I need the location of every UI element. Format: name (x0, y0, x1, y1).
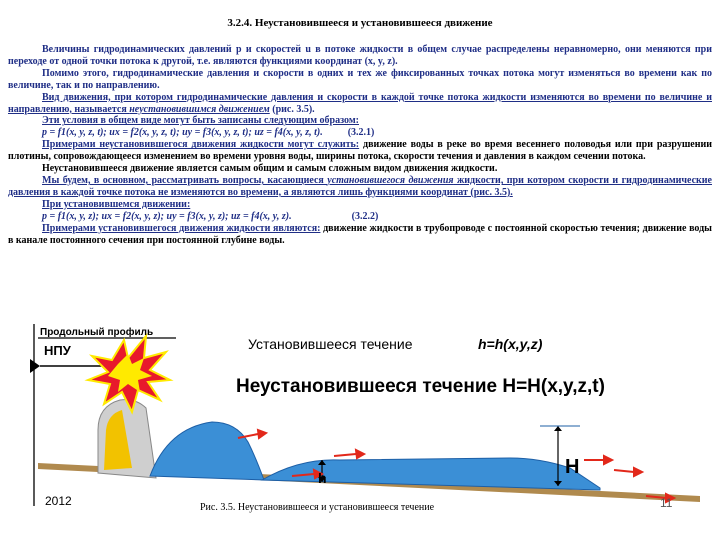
profile-label: Продольный профиль (40, 327, 154, 338)
equation-unsteady-body: p = f1(x, y, z, t); ux = f2(x, y, z, t); uy = f3(x, y, z, t); uz = f4(x, y, z, t). (42, 127, 323, 139)
steady-examples-lead: Примерами установившегося движения жидкости являются: (42, 222, 321, 234)
paragraph-conditions: Эти условия в общем виде могут быть записаны следующим образом: (42, 115, 359, 127)
paragraph-time-variation: Помимо этого, гидродинамические давления и скорости в одних и тех же фиксированных точках потока могут изменяться во времени как по величине, так и по направлению. (8, 67, 712, 91)
paragraph-steady-definition (8, 175, 712, 199)
steady-examples-text: движение жидкости в трубопроводе с постоянной скоростью течения; движение воды в канале постоянного сечения при постоянной глубине воды. (8, 222, 712, 246)
unsteady-examples-text: движение воды в реке во время весеннего половодья или при разрушении плотины, сопровождающееся изменением во времени уровня воды, ширины потока, скорости течения и давления в каждом сечении потока. (8, 139, 712, 163)
flow-arrow-3 (334, 454, 356, 456)
flow-arrow-1-head (258, 430, 266, 438)
steady-term: установившегося движения (327, 174, 454, 186)
flood-wave (150, 422, 264, 480)
depth-H-arrow-up (554, 426, 562, 431)
paragraph-unsteady-examples (8, 139, 712, 163)
paragraph-general-note: Неустановившееся движение является самым общим и самым сложным видом движения жидкости. (42, 163, 498, 175)
page-number: 11 (660, 496, 673, 510)
depth-h-label: h (318, 470, 327, 486)
unsteady-definition-text: Вид движения, при котором гидродинамические давления и скорости в каждой точке потока жидкости изменяются во времени по величине и направлению, называется (8, 91, 712, 115)
steady-definition-text: Мы будем, в основном, рассматривать вопросы, касающиеся (42, 174, 328, 186)
steady-flow-formula: h=h(x,y,z) (478, 336, 543, 352)
paragraph-steady-examples (8, 223, 712, 247)
unsteady-flow-label: Неустановившееся течение H=H(x,y,z,t) (236, 376, 605, 397)
steady-flow-label: Установившееся течение (248, 336, 413, 352)
flow-arrow-4-head (604, 456, 612, 464)
paragraph-steady-intro: При установившемся движении: (42, 198, 191, 210)
equation-steady-number: (3.2.2) (351, 210, 379, 222)
figure-caption: Рис. 3.5. Неустановившееся и установившееся течение (200, 502, 435, 513)
paragraph-definition-pressure: Величины гидродинамических давлений p и скоростей u в потоке жидкости в общем случае распределены неравномерно, они меняются при переходе от одной точки потока к другой, т.е. являются функциями координат (x, y, z). (8, 44, 712, 67)
section-heading: 3.2.4. Неустановившееся и установившееся движение (227, 17, 493, 29)
equation-steady (8, 211, 712, 223)
paragraph-unsteady-definition (8, 92, 712, 116)
npu-label: НПУ (44, 343, 71, 358)
body-text (8, 44, 712, 246)
flow-arrow-5-head (634, 468, 642, 476)
figure-3-5 (0, 318, 720, 540)
unsteady-term: неустановившимся движением (129, 103, 270, 115)
equation-unsteady (8, 127, 712, 139)
depth-H-label: H (565, 456, 580, 478)
npu-marker-icon (30, 359, 40, 373)
flow-arrow-5 (614, 470, 634, 472)
footer-year: 2012 (45, 494, 72, 508)
unsteady-examples-lead: Примерами неустановившегося движения жидкости могут служить: (42, 139, 360, 151)
steady-definition-end: жидкости, при котором скорости и гидродинамические давления в каждой точке потока не изменяются во времени, а являются лишь функциями координат (рис. 3.5). (8, 174, 712, 198)
equation-steady-body: p = f1(x, y, z); ux = f2(x, y, z); uy = f3(x, y, z); uz = f4(x, y, z). (42, 210, 292, 222)
equation-unsteady-number: (3.2.1) (347, 127, 375, 139)
unsteady-fig-ref: (рис. 3.5). (269, 103, 315, 115)
flow-arrow-3-head (356, 450, 364, 458)
